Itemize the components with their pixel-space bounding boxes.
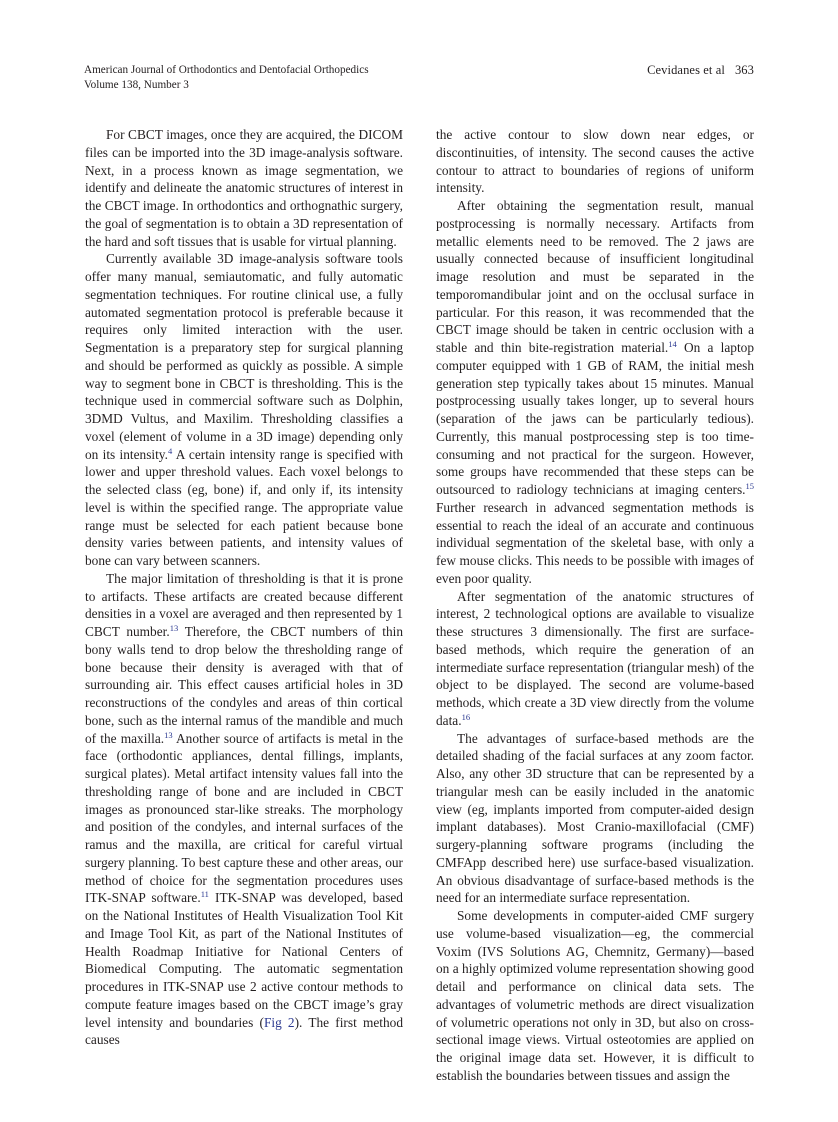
text-run: Currently available 3D image-analysis software tools offer many manual, semiautomatic, and fully automatic segmentation techniques. For routine clinical use, a fully automated segmentation protocol is preferable because it requires only limited interaction with the user. Segmentation is a preparatory step for surgical planning and should be performed as quickly as possible. A simple way to segment bone in CBCT is thresholding. This is the technique used in commercial software such as Dolphin, 3DMD Vultus, and Maxilim. Thresholding classifies a voxel (element of volume in a 3D image) depending only on its intensity.: [85, 251, 403, 462]
reference-link[interactable]: 15: [745, 481, 754, 491]
reference-link[interactable]: 11: [200, 889, 209, 900]
right-column: [436, 126, 754, 1085]
figure-link[interactable]: Fig 2: [263, 1014, 295, 1030]
text-run: Further research in advanced segmentation methods is essential to reach the ideal of an accurate and continuous individual segmentation of the skeletal base, with only a few mouse clicks. This needs to be possible with images of even poor quality.: [436, 499, 754, 586]
paragraph: [436, 588, 754, 730]
paragraph-continued: the active contour to slow down near edges, or discontinuities, of intensity. The second causes the active contour to attract to boundaries of regions of uniform intensity.: [436, 127, 754, 196]
page-number: 363: [734, 63, 754, 77]
paragraph: Some developments in computer-aided CMF surgery use volume-based visualization—eg, the commercial Voxim (IVS Solutions AG, Chemnitz, Germany)—based on a highly optimized volume representation showing good detail and performance on clinical data sets. The advantages of volumetric methods are direct visualization of volumetric operations not only in 3D, but also on cross-sectional image views. Virtual osteotomies are applied on the original image data set. However, it is difficult to establish the boundaries between tissues and assign the: [436, 908, 754, 1083]
paragraph: For CBCT images, once they are acquired, the DICOM files can be imported into the 3D image-analysis software. Next, in a process known as image segmentation, we identify and delineate the anatomic structures of interest in the CBCT image. In orthodontics and orthognathic surgery, the goal of segmentation is to obtain a 3D representation of the hard and soft tissues that is usable for virtual planning.: [85, 127, 403, 249]
text-run: The major limitation of thresholding is that it is prone to artifacts. These artifacts are created because different densities in a voxel are averaged and then represented by 1 CBCT number.: [85, 570, 403, 639]
text-run: After segmentation of the anatomic structures of interest, 2 technological options are available to visualize these structures 3 dimensionally. The first are surface-based methods, which require the generation of an intermediate surface representation (triangular mesh) of the object to be displayed. The second are volume-based methods, which create a 3D view directly from the volume data.: [436, 588, 754, 728]
reference-link[interactable]: 4: [167, 445, 173, 456]
journal-info: [84, 63, 369, 93]
paragraph: The advantages of surface-based methods are the detailed shading of the facial surfaces at any zoom factor. Also, any other 3D structure that can be represented by a triangular mesh can be easily included in the anatomic view (eg, implants imported from computer-aided design implant databases). Most Cranio-maxillofacial (CMF) surgery-planning software programs (including the CMFApp described here) use surface-based visualization. An obvious disadvantage of surface-based methods is the need for an intermediate surface representation.: [436, 730, 754, 906]
journal-title: American Journal of Orthodontics and Dentofacial Orthopedics: [84, 64, 369, 76]
author-page: [647, 63, 754, 78]
paragraph: [85, 570, 403, 1049]
reference-link[interactable]: 16: [461, 711, 471, 722]
paragraph: [436, 197, 754, 588]
text-run: After obtaining the segmentation result, manual postprocessing is normally necessary. Artifacts from metallic elements need to be removed. The 2 jaws are usually connected because of insufficient longitudinal image resolution and must be separated in the temporomandibular joint and on the occlusal surface in particular. For this reason, it was recommended that the CBCT image should be taken in centric occlusion with a stable and thin bite-registration material.: [436, 198, 754, 355]
paragraph: [85, 250, 403, 570]
running-authors: Cevidanes et al: [647, 63, 725, 77]
text-run: Therefore, the CBCT numbers of thin bony walls tend to drop below the thresholding range of bone because their density is averaged with that of surrounding air. This effect causes artificial holes in 3D reconstructions of the condyles and areas of thin cortical bone, such as the internal ramus of the mandible and much of the maxilla.: [85, 624, 403, 746]
journal-volume: Volume 138, Number 3: [84, 79, 189, 91]
text-run: Another source of artifacts is metal in the face (orthodontic appliances, dental fillings, implants, surgical plates). Metal artifact intensity values fall into the thresholding range of bone and are included in CBCT images as pronounced star-like streaks. The morphology and position of the condyles, and internal surfaces of the ramus and the maxilla, are critical for careful virtual surgery planning. To best capture these and other areas, our method of choice for the segmentation procedures uses ITK-SNAP software.: [85, 730, 403, 906]
reference-link[interactable]: 13: [164, 729, 173, 740]
running-header: [84, 63, 754, 93]
reference-link[interactable]: 13: [169, 623, 179, 633]
left-column: [85, 126, 403, 1049]
text-run: A certain intensity range is specified with lower and upper threshold values. Each voxel belongs to the selected class (eg, bone) if, and only if, its intensity level is within the specified range. The appropriate value range must be selected for each patient because bone density varies between patients, and intensity values of bone can vary between scanners.: [85, 446, 403, 568]
text-run: ). The first method causes: [85, 1014, 403, 1048]
text-run: On a laptop computer equipped with 1 GB of RAM, the initial mesh generation step typically takes about 15 minutes. Manual postprocessing usually takes longer, up to several hours (separation of the jaws can be particularly tedious). Currently, this manual postprocessing step is too time-consuming and not practical for the surgeon. However, some groups have recommended that these steps can be outsourced to radiology technicians at imaging centers.: [436, 340, 755, 497]
reference-link[interactable]: 14: [668, 339, 677, 349]
text-run: ITK-SNAP was developed, based on the National Institutes of Health Visualization Tool Kit and Image Tool Kit, as part of the National Institutes of Health Roadmap Initiative for National Centers of Biomedical Computing. The automatic segmentation procedures in ITK-SNAP use 2 active contour methods to compute feature images based on the CBCT image’s gray level intensity and boundaries (: [85, 890, 403, 1030]
